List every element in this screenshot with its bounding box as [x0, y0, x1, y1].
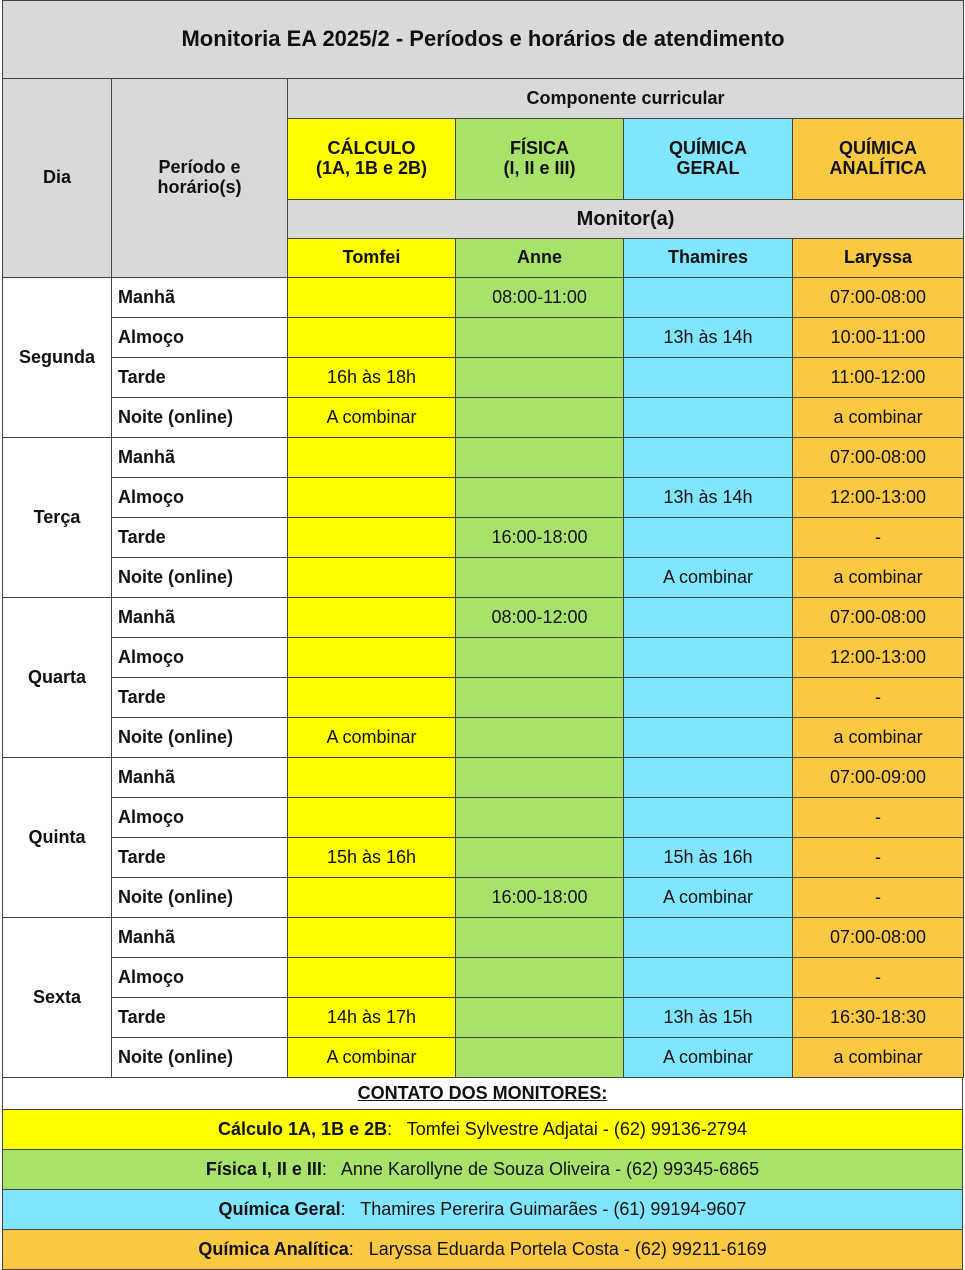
schedule-cell: 15h às 16h	[288, 838, 456, 878]
period-label: Almoço	[112, 638, 288, 678]
schedule-cell: 13h às 14h	[624, 318, 793, 358]
schedule-cell	[624, 598, 793, 638]
period-label: Tarde	[112, 998, 288, 1038]
schedule-cell	[288, 758, 456, 798]
schedule-cell	[288, 278, 456, 318]
subject-line2: GERAL	[676, 158, 740, 178]
contact-info: Laryssa Eduarda Portela Costa - (62) 99211-6169	[368, 1238, 767, 1259]
day-cell-segunda: Segunda	[3, 278, 112, 438]
schedule-cell: a combinar	[793, 1038, 964, 1078]
table-row	[3, 638, 964, 678]
schedule-cell: 15h às 16h	[624, 838, 793, 878]
table-row	[3, 798, 964, 838]
schedule-cell: 12:00-13:00	[793, 638, 964, 678]
table-row	[3, 678, 964, 718]
table-row	[3, 358, 964, 398]
monitor-name-anne: Anne	[456, 239, 624, 278]
day-cell-terca: Terça	[3, 438, 112, 598]
table-row	[3, 718, 964, 758]
period-label: Almoço	[112, 798, 288, 838]
schedule-cell	[624, 958, 793, 998]
schedule-cell: 12:00-13:00	[793, 478, 964, 518]
header-periodo	[112, 79, 288, 278]
table-row	[3, 918, 964, 958]
header-periodo-label: Período e horário(s)	[157, 157, 242, 197]
schedule-cell	[456, 1038, 624, 1078]
schedule-cell	[456, 638, 624, 678]
period-label: Noite (online)	[112, 878, 288, 918]
schedule-cell	[288, 318, 456, 358]
contact-label: Cálculo 1A, 1B e 2B	[218, 1118, 388, 1139]
schedule-cell	[456, 838, 624, 878]
header-monitor: Monitor(a)	[288, 200, 964, 239]
schedule-cell: 07:00-08:00	[793, 918, 964, 958]
schedule-cell: 14h às 17h	[288, 998, 456, 1038]
subject-line1: QUÍMICA	[839, 138, 918, 159]
day-cell-quarta: Quarta	[3, 598, 112, 758]
schedule-cell	[288, 438, 456, 478]
schedule-cell: 16h às 18h	[288, 358, 456, 398]
schedule-cell	[624, 398, 793, 438]
table-row	[3, 278, 964, 318]
schedule-cell: -	[793, 878, 964, 918]
period-label: Manhã	[112, 918, 288, 958]
table-row	[3, 838, 964, 878]
contact-quimica-geral: Química Geral: Thamires Pererira Guimarães - (61) 99194-9607	[3, 1190, 963, 1230]
period-label: Noite (online)	[112, 398, 288, 438]
monitor-name-thamires: Thamires	[624, 239, 793, 278]
period-label: Almoço	[112, 958, 288, 998]
period-label: Tarde	[112, 678, 288, 718]
schedule-cell: A combinar	[624, 1038, 793, 1078]
monitor-name-laryssa: Laryssa	[793, 239, 964, 278]
schedule-cell	[456, 318, 624, 358]
contact-info: Tomfei Sylvestre Adjatai - (62) 99136-2794	[406, 1118, 747, 1139]
table-row	[3, 958, 964, 998]
contact-fisica: Física I, II e III: Anne Karollyne de Souza Oliveira - (62) 99345-6865	[3, 1150, 963, 1190]
contact-quimica-analitica: Química Analítica: Laryssa Eduarda Portela Costa - (62) 99211-6169	[3, 1230, 963, 1270]
subject-header-quimica-analitica	[793, 119, 964, 200]
schedule-cell	[456, 558, 624, 598]
schedule-cell	[456, 918, 624, 958]
page-title: Monitoria EA 2025/2 - Períodos e horários de atendimento	[3, 1, 964, 79]
schedule-cell	[456, 798, 624, 838]
period-label: Tarde	[112, 838, 288, 878]
schedule-cell	[624, 358, 793, 398]
contact-info: Thamires Pererira Guimarães - (61) 99194-9607	[360, 1198, 747, 1219]
schedule-cell: a combinar	[793, 558, 964, 598]
subject-line2: (I, II e III)	[503, 158, 576, 178]
contact-info: Anne Karollyne de Souza Oliveira - (62) 99345-6865	[340, 1158, 760, 1179]
schedule-cell	[288, 878, 456, 918]
subject-line1: FÍSICA	[509, 138, 569, 159]
table-row	[3, 318, 964, 358]
period-label: Manhã	[112, 438, 288, 478]
header-componente: Componente curricular	[288, 79, 964, 119]
table-row	[3, 998, 964, 1038]
day-cell-sexta: Sexta	[3, 918, 112, 1078]
schedule-cell	[624, 798, 793, 838]
contacts-title: CONTATO DOS MONITORES:	[3, 1078, 963, 1110]
schedule-cell: 08:00-12:00	[456, 598, 624, 638]
schedule-cell: 07:00-09:00	[793, 758, 964, 798]
schedule-cell	[288, 478, 456, 518]
header-dia: Dia	[3, 79, 112, 278]
schedule-cell	[456, 758, 624, 798]
period-label: Noite (online)	[112, 558, 288, 598]
schedule-cell: 13h às 15h	[624, 998, 793, 1038]
schedule-cell	[624, 638, 793, 678]
table-row	[3, 1038, 964, 1078]
schedule-cell	[288, 558, 456, 598]
schedule-cell	[456, 998, 624, 1038]
schedule-cell: A combinar	[624, 878, 793, 918]
schedule-cell	[288, 518, 456, 558]
schedule-cell	[624, 918, 793, 958]
schedule-cell	[456, 358, 624, 398]
schedule-cell	[288, 598, 456, 638]
schedule-cell	[624, 438, 793, 478]
schedule-cell: -	[793, 518, 964, 558]
table-row	[3, 518, 964, 558]
day-cell-quinta: Quinta	[3, 758, 112, 918]
schedule-cell: 16:30-18:30	[793, 998, 964, 1038]
period-label: Manhã	[112, 758, 288, 798]
contact-label: Química Analítica	[198, 1238, 349, 1259]
schedule-cell	[624, 758, 793, 798]
schedule-cell	[624, 678, 793, 718]
schedule-cell: A combinar	[288, 398, 456, 438]
schedule-cell: 16:00-18:00	[456, 518, 624, 558]
schedule-cell	[456, 438, 624, 478]
subject-header-calculo	[288, 119, 456, 200]
contact-label: Física I, II e III	[205, 1158, 322, 1179]
subject-line2: (1A, 1B e 2B)	[315, 158, 428, 178]
table-row	[3, 598, 964, 638]
table-row	[3, 558, 964, 598]
period-label: Tarde	[112, 518, 288, 558]
schedule-cell	[456, 958, 624, 998]
contact-calculo: Cálculo 1A, 1B e 2B: Tomfei Sylvestre Adjatai - (62) 99136-2794	[3, 1110, 963, 1150]
schedule-cell: 11:00-12:00	[793, 358, 964, 398]
schedule-table	[2, 0, 964, 1078]
schedule-cell	[456, 398, 624, 438]
schedule-cell: -	[793, 958, 964, 998]
period-label: Noite (online)	[112, 718, 288, 758]
schedule-cell: 07:00-08:00	[793, 278, 964, 318]
schedule-cell: 13h às 14h	[624, 478, 793, 518]
table-row	[3, 398, 964, 438]
subject-line1: CÁLCULO	[327, 138, 416, 159]
subject-header-fisica	[456, 119, 624, 200]
schedule-cell: A combinar	[624, 558, 793, 598]
schedule-cell: -	[793, 798, 964, 838]
schedule-cell	[624, 718, 793, 758]
subject-line2: ANALÍTICA	[829, 158, 927, 178]
subject-line1: QUÍMICA	[669, 138, 747, 159]
schedule-cell	[288, 678, 456, 718]
schedule-cell	[456, 678, 624, 718]
period-label: Almoço	[112, 478, 288, 518]
schedule-cell	[288, 958, 456, 998]
period-label: Almoço	[112, 318, 288, 358]
schedule-cell	[624, 278, 793, 318]
subject-header-quimica-geral	[624, 119, 793, 200]
period-label: Tarde	[112, 358, 288, 398]
schedule-cell: 10:00-11:00	[793, 318, 964, 358]
schedule-cell: 07:00-08:00	[793, 438, 964, 478]
schedule-cell: a combinar	[793, 718, 964, 758]
schedule-cell: 16:00-18:00	[456, 878, 624, 918]
table-row	[3, 878, 964, 918]
schedule-cell: -	[793, 838, 964, 878]
monitor-name-tomfei: Tomfei	[288, 239, 456, 278]
contacts-table	[2, 1077, 963, 1270]
period-label: Manhã	[112, 598, 288, 638]
schedule-cell: -	[793, 678, 964, 718]
schedule-cell	[288, 918, 456, 958]
table-row	[3, 758, 964, 798]
table-row	[3, 438, 964, 478]
schedule-cell	[288, 798, 456, 838]
schedule-cell: a combinar	[793, 398, 964, 438]
period-label: Manhã	[112, 278, 288, 318]
contact-label: Química Geral	[218, 1198, 341, 1219]
period-label: Noite (online)	[112, 1038, 288, 1078]
table-row	[3, 478, 964, 518]
schedule-cell	[624, 518, 793, 558]
schedule-cell: 08:00-11:00	[456, 278, 624, 318]
schedule-cell: A combinar	[288, 718, 456, 758]
schedule-cell	[288, 638, 456, 678]
schedule-cell	[456, 718, 624, 758]
schedule-cell: A combinar	[288, 1038, 456, 1078]
schedule-cell: 07:00-08:00	[793, 598, 964, 638]
schedule-cell	[456, 478, 624, 518]
